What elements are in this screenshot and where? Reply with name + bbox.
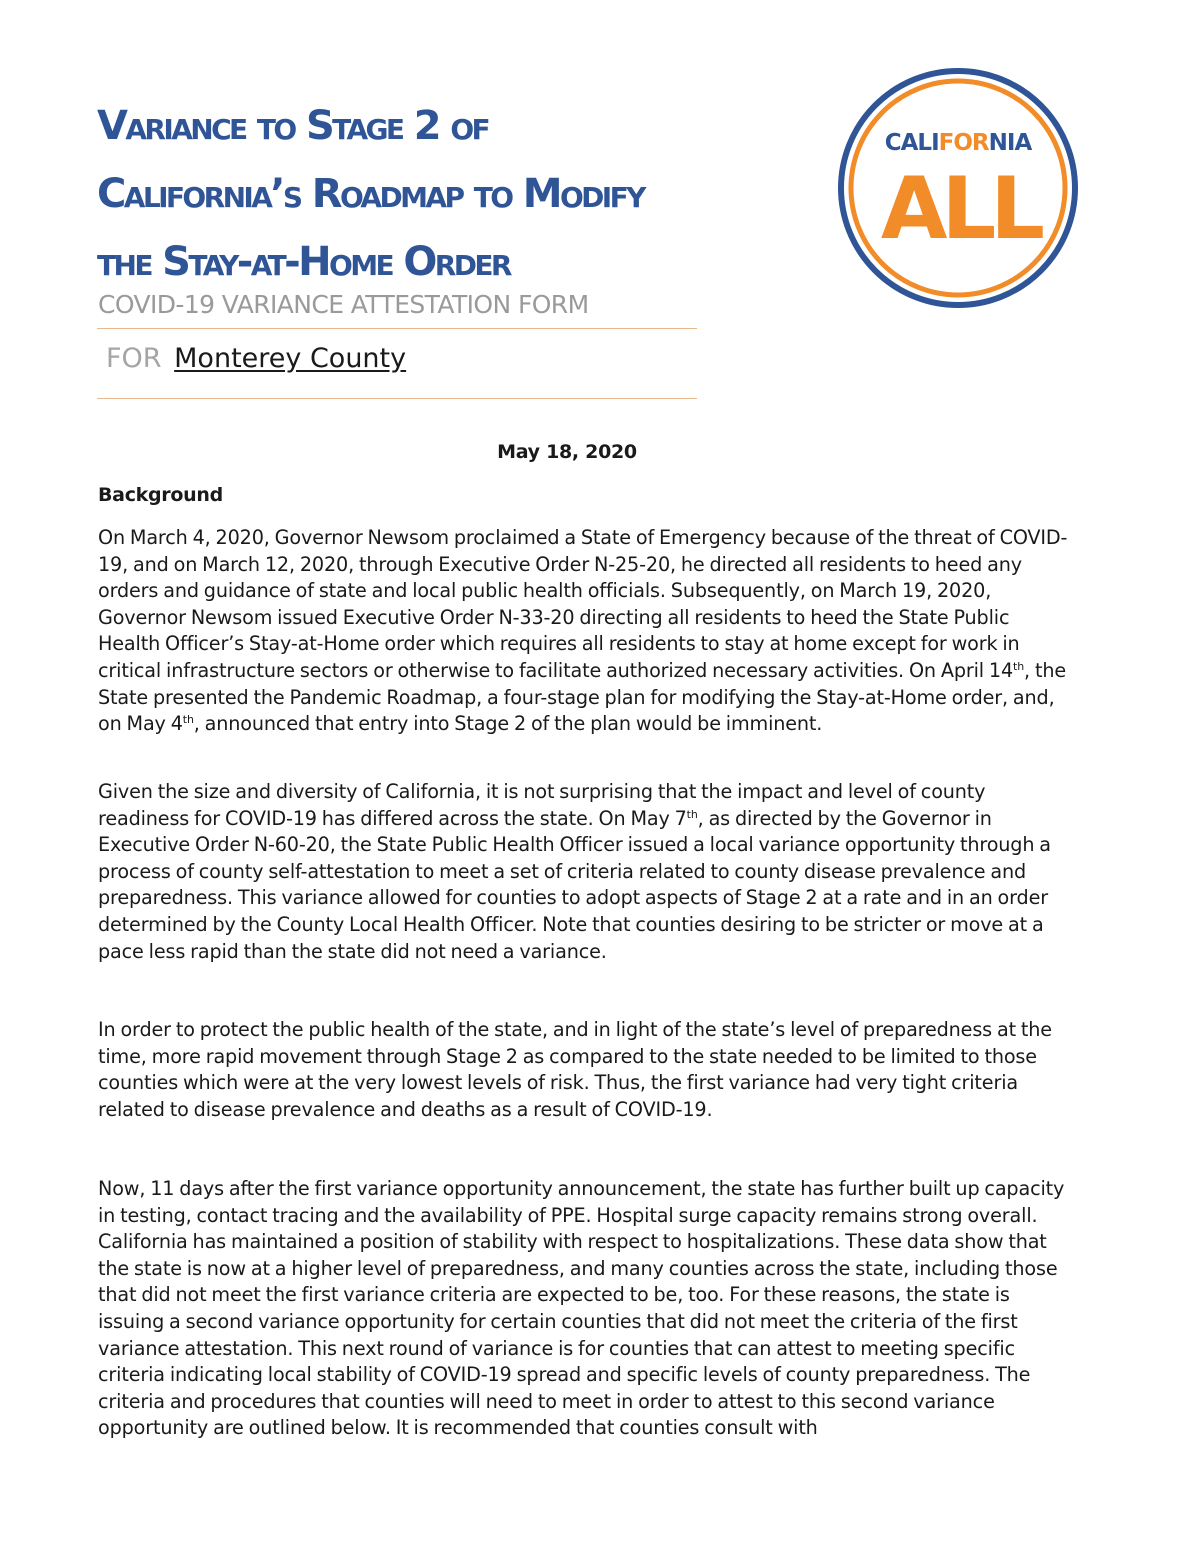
paragraph-2-part-a: Given the size and diversity of California, it is not surprising that the impact and level of county readiness for COVID-19 has differed across the state. On May 7 — [98, 780, 986, 830]
paragraph-1 — [98, 525, 1070, 738]
for-label: FOR — [106, 343, 162, 374]
title-line-3: the Stay-at-Home Order — [97, 239, 510, 285]
county-name: Monterey County — [174, 343, 407, 374]
superscript-th: th — [686, 807, 698, 821]
divider-top — [97, 328, 697, 329]
document-title — [97, 92, 817, 296]
document-date: May 18, 2020 — [497, 441, 637, 463]
paragraph-4: Now, 11 days after the first variance opportunity announcement, the state has further built up capacity in testing, contact tracing and the availability of PPE. Hospital surge capacity remains strong overall. California has maintained a position of stability with respect to hospitalizations. These data show that the state is now at a higher level of preparedness, and many counties across the state, including those that did not meet the first variance criteria are expected to be, too. For these reasons, the state is issuing a second variance opportunity for certain counties that did not meet the criteria of the first variance attestation. This next round of variance is for counties that can attest to meeting specific criteria indicating local stability of COVID-19 spread and specific levels of county preparedness. The criteria and procedures that counties will need to meet in order to attest to this second variance opportunity are outlined below. It is recommended that counties consult with — [98, 1177, 1065, 1440]
paragraph-1-part-c: , announced that entry into Stage 2 of the plan would be imminent. — [193, 712, 823, 736]
section-heading: Background — [98, 484, 223, 506]
california-for-all-logo — [836, 66, 1080, 310]
title-line-2: California’s Roadmap to Modify — [97, 171, 644, 217]
logo-bottom-text: ALL — [880, 159, 1040, 259]
county-line — [106, 343, 406, 374]
title-line-1: Variance to Stage 2 of — [97, 103, 489, 149]
paragraph-2-part-b: , as directed by the Governor in Executive Order N-60-20, the State Public Health Officer issued a local variance opportunity through a process of county self-attestation to meet a set of criteria related to county disease prevalence and preparedness. This variance allowed for counties to adopt aspects of Stage 2 at a rate and in an order determined by the County Local Health Officer. Note that counties desiring to be stricter or move at a pace less rapid than the state did not need a variance. — [98, 806, 1051, 963]
paragraph-1-part-a: On March 4, 2020, Governor Newsom proclaimed a State of Emergency because of the threat of COVID-19, and on March 12, 2020, through Executive Order N-25-20, he directed all residents to heed any orders and guidance of state and local public health officials. Subsequently, on March 19, 2020, Governor Newsom issued Executive Order N-33-20 directing all residents to heed the State Public Health Officer’s Stay-at-Home order which requires all residents to stay at home except for work in critical infrastructure sectors or otherwise to facilitate authorized necessary activities. On April 14 — [98, 526, 1068, 682]
superscript-th: th — [1013, 659, 1025, 673]
divider-bottom — [97, 398, 697, 399]
paragraph-3: In order to protect the public health of the state, and in light of the state’s level of preparedness at the time, more rapid movement through Stage 2 as compared to the state needed to be limited to those counties which were at the very lowest levels of risk. Thus, the first variance had very tight criteria related to disease prevalence and deaths as a result of COVID-19. — [98, 1018, 1052, 1121]
logo-top-text: CALIFORNIA — [884, 130, 1032, 156]
paragraph-1-part-b: , the State presented the Pandemic Roadmap, a four-stage plan for modifying the Stay-at-Home order, and, on May 4 — [98, 658, 1066, 736]
superscript-th: th — [182, 713, 194, 727]
form-subtitle: COVID-19 VARIANCE ATTESTATION FORM — [98, 290, 589, 319]
paragraph-2 — [98, 779, 1070, 965]
